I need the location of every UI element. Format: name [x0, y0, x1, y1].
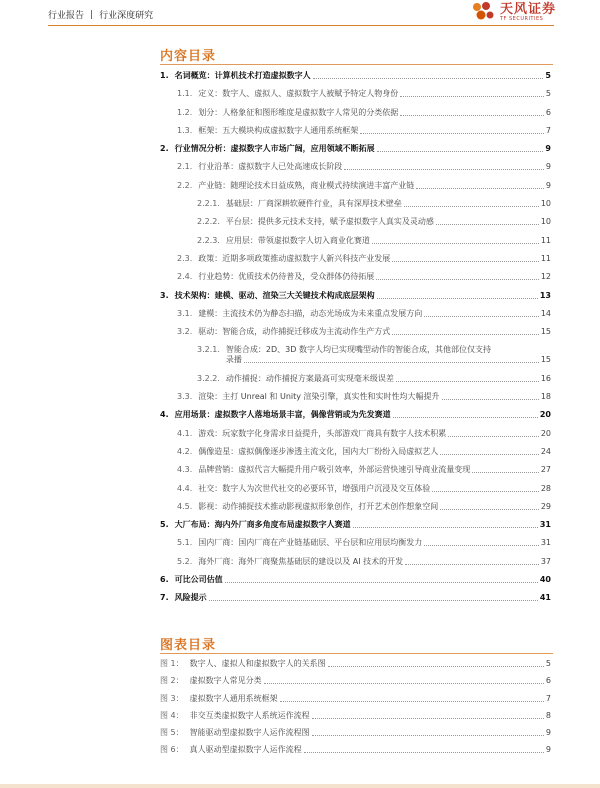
- toc-entry-text: 社交：数字人为次世代社交的必要环节，增强用户沉浸及交互体验: [198, 483, 431, 493]
- toc-entry-page: 11: [540, 253, 551, 263]
- figure-entry[interactable]: [160, 694, 551, 704]
- toc-leader-dots: [244, 362, 539, 363]
- toc-entry[interactable]: [160, 272, 551, 282]
- toc-leader-dots: [440, 509, 539, 510]
- figure-entry[interactable]: [160, 676, 551, 686]
- logo-mark-icon: [471, 1, 497, 23]
- toc-entry-number: 5.: [160, 520, 169, 530]
- toc-entry-text: 影视：动作捕捉技术推动影视虚拟形象创作，打开艺术创作想象空间: [198, 501, 439, 511]
- toc-entry-page: 9: [545, 162, 551, 172]
- toc-entry-text: 驱动：智能合成，动作捕捉迁移成为主流动作生产方式: [198, 327, 391, 337]
- toc-entry-page: 28: [540, 483, 551, 493]
- figure-list: [160, 659, 551, 763]
- toc-entry-page: 37: [540, 556, 551, 566]
- toc-entry-page: 5: [545, 71, 551, 80]
- figure-entry-page: 9: [545, 745, 551, 755]
- footer-rule: [0, 784, 600, 788]
- toc-entry[interactable]: [160, 429, 551, 439]
- toc-entry-page: 27: [540, 465, 551, 475]
- toc-entry-text: 风险提示: [174, 593, 207, 603]
- toc-leader-dots: [404, 206, 539, 207]
- toc-entry-number: 4.2.: [177, 446, 193, 456]
- toc-leader-dots: [432, 491, 539, 492]
- toc-entry-page: 13: [539, 290, 551, 300]
- toc-entry[interactable]: [160, 126, 551, 136]
- toc-entry-text-continued: 录播: [225, 355, 242, 365]
- toc-entry-text: 海外厂商：海外厂商聚焦基础层的建设以及 AI 技术的开发: [198, 556, 404, 566]
- toc-leader-dots: [209, 600, 538, 601]
- figure-leader-dots: [312, 735, 544, 736]
- toc-entry-text: 应用层：带领虚拟数字人切入商业化赛道: [225, 235, 370, 245]
- toc-entry-page: 12: [540, 272, 551, 282]
- toc-entry-page: 9: [545, 144, 551, 154]
- toc-entry-number: 3.3.: [177, 392, 193, 402]
- toc-entry-page: 11: [540, 235, 551, 245]
- toc-entry-text: 动作捕捉：动作捕捉方案最高可实现毫米级误差: [225, 373, 394, 383]
- toc-entry-page: 16: [540, 373, 551, 383]
- toc-entry-page: 7: [545, 125, 551, 135]
- toc-leader-dots: [392, 261, 539, 262]
- toc-entry-text-line2: [226, 355, 551, 365]
- figure-leader-dots: [328, 666, 544, 667]
- toc-leader-dots: [372, 243, 539, 244]
- toc-entry-page: 18: [540, 392, 551, 402]
- toc-entry[interactable]: [160, 575, 551, 585]
- toc-entry-text: 偶像造星：虚拟偶像逐步渗透主流文化，国内大厂纷纷入局虚拟艺人: [198, 446, 439, 456]
- toc-leader-dots: [442, 399, 539, 400]
- toc-entry[interactable]: [160, 291, 551, 301]
- report-category: [48, 8, 153, 21]
- toc-entry-number: 3.1.: [177, 308, 193, 318]
- toc-entry-text: 技术架构：建模、驱动、渲染三大关键技术构成底层架构: [174, 290, 375, 300]
- toc-entry-page: 15: [540, 355, 551, 365]
- figure-entry-page: 9: [545, 728, 551, 738]
- toc-entry-text: 应用场景：虚拟数字人落地场景丰富，偶像营销或为先发赛道: [174, 410, 391, 420]
- header-rule: [48, 25, 554, 26]
- toc-entry-page: 40: [539, 575, 551, 585]
- toc-entry-number: 7.: [160, 593, 169, 603]
- figure-entry-page: 6: [545, 676, 551, 686]
- figure-leader-dots: [312, 718, 544, 719]
- toc-entry-text: 行业沿革：虚拟数字人已处高速成长阶段: [198, 162, 343, 172]
- toc-entry[interactable]: [160, 217, 551, 227]
- toc-leader-dots: [448, 436, 539, 437]
- page-header: [0, 0, 600, 26]
- toc-entry-text: 渲染：主打 Unreal 和 Unity 渲染引擎，真实性和实时性均大幅提升: [198, 392, 440, 402]
- toc-leader-dots: [424, 545, 539, 546]
- toc-leader-dots: [344, 169, 544, 170]
- figure-entry-text: 虚拟数字人通用系统框架: [189, 693, 278, 703]
- figure-entry[interactable]: [160, 659, 551, 669]
- toc-leader-dots: [436, 224, 539, 225]
- toc-entry[interactable]: [160, 181, 551, 191]
- toc-entry-page: 20: [540, 428, 551, 438]
- toc-entry[interactable]: [160, 484, 551, 494]
- toc-entry-page: 31: [539, 520, 551, 530]
- toc-leader-dots: [416, 188, 544, 189]
- figure-entry-text: 数字人、虚拟人和虚拟数字人的关系图: [189, 659, 326, 668]
- figure-list-title-rule: [160, 653, 553, 654]
- toc-leader-dots: [376, 279, 539, 280]
- figure-entry-page: 7: [545, 693, 551, 703]
- toc-entry[interactable]: [160, 144, 551, 154]
- toc-entry-number: 5.1.: [177, 538, 193, 548]
- toc-entry-text: 名词概览：计算机技术打造虚拟数字人: [174, 71, 311, 80]
- figure-leader-dots: [264, 683, 544, 684]
- report-subtype: 行业深度研究: [99, 11, 154, 21]
- toc-leader-dots: [392, 334, 539, 335]
- figure-entry[interactable]: [160, 728, 551, 738]
- toc-leader-dots: [472, 472, 539, 473]
- figure-leader-dots: [280, 701, 544, 702]
- figure-entry-number: 图 4：: [160, 710, 184, 720]
- figure-entry-number: 图 6：: [160, 745, 184, 755]
- toc-entry-text: 平台层：提供多元技术支持，赋予虚拟数字人真实及灵动感: [225, 217, 434, 227]
- report-type: 行业报告: [48, 11, 85, 21]
- toc-title: 内容目录: [160, 49, 217, 64]
- figure-list-title: 图表目录: [160, 638, 217, 653]
- toc-leader-dots: [405, 564, 539, 565]
- toc-entry-number: 1.2.: [177, 107, 193, 117]
- toc-entry[interactable]: [160, 236, 551, 246]
- toc-leader-dots: [424, 316, 539, 317]
- company-logo: [471, 1, 556, 23]
- toc-entry-text: 产业链：随理论技术日益成熟，商业模式持续演进丰富产业链: [198, 180, 415, 190]
- toc-leader-dots: [360, 133, 544, 134]
- toc-leader-dots: [440, 454, 539, 455]
- toc-entry[interactable]: [160, 538, 551, 548]
- figure-leader-dots: [304, 752, 544, 753]
- toc-entry[interactable]: [160, 374, 551, 384]
- toc-entry-number: 2.2.3.: [197, 235, 220, 245]
- header-separator: |: [90, 9, 94, 20]
- toc-entry-number: 2.1.: [177, 162, 193, 172]
- toc-entry-text: 品牌营销：虚拟代言大幅提升用户吸引效率，外部运营快速引导商业流量变现: [198, 465, 471, 475]
- toc-entry-number: 4.3.: [177, 465, 193, 475]
- toc-entry[interactable]: [160, 502, 551, 512]
- toc-entry-number: 2.4.: [177, 272, 193, 282]
- figure-entry-number: 图 3：: [160, 693, 184, 703]
- toc-entry-text: 基础层：厂商深耕软硬件行业，具有深厚技术壁垒: [225, 199, 402, 209]
- toc-entry[interactable]: [160, 392, 551, 402]
- toc-entry-number: 3.2.2.: [197, 373, 220, 383]
- figure-entry-page: 5: [545, 659, 551, 668]
- toc-entry-number: 3.2.: [177, 327, 193, 337]
- toc-entry-number: 4.: [160, 410, 169, 420]
- toc-entry-number: 1.1.: [177, 89, 193, 99]
- toc-entry-text: 行业趋势：优质技术仍待普及，受众群体仍待拓展: [198, 272, 375, 282]
- toc-entry-number: 2.: [160, 144, 169, 154]
- toc-entry-page: 29: [540, 501, 551, 511]
- toc-entry-page: 6: [545, 107, 551, 117]
- toc-entry-text: 行业情况分析：虚拟数字人市场广阔，应用领域不断拓展: [174, 144, 375, 154]
- toc-entry-page: 15: [540, 327, 551, 337]
- figure-entry-number: 图 5：: [160, 728, 184, 738]
- toc-entry-text-block: [226, 345, 551, 365]
- toc-entry-page: 14: [540, 308, 551, 318]
- toc-leader-dots: [400, 115, 544, 116]
- toc-entry-number: 3.2.1.: [197, 345, 220, 355]
- toc-entry-page: 31: [540, 538, 551, 548]
- toc-entry[interactable]: [160, 254, 551, 264]
- toc-leader-dots: [400, 96, 544, 97]
- toc-entry-text: 大厂布局：海内外厂商多角度布局虚拟数字人赛道: [174, 520, 351, 530]
- toc-leader-dots: [396, 381, 539, 382]
- toc-entry[interactable]: [160, 162, 551, 172]
- figure-entry-text: 虚拟数字人常见分类: [189, 676, 262, 686]
- toc-title-rule: [160, 64, 553, 65]
- logo-name-en: TF SECURITIES: [499, 15, 544, 22]
- toc-entry[interactable]: [160, 345, 551, 365]
- figure-entry[interactable]: [160, 745, 551, 755]
- toc-entry-text: 定义：数字人、虚拟人、虚拟数字人被赋予特定人物身份: [198, 89, 399, 99]
- toc-entry[interactable]: [160, 199, 551, 209]
- toc-entry-number: 5.2.: [177, 556, 193, 566]
- toc-entry-page: 10: [540, 199, 551, 209]
- toc-entry[interactable]: [160, 410, 551, 420]
- figure-entry[interactable]: [160, 711, 551, 721]
- logo-name-cn: 天风证券: [499, 1, 556, 17]
- toc-entry[interactable]: [160, 520, 551, 530]
- toc-entry-page: 24: [540, 446, 551, 456]
- toc-entry-text: 可比公司估值: [174, 575, 223, 585]
- toc-leader-dots: [377, 298, 538, 299]
- toc-entry[interactable]: [160, 108, 551, 118]
- toc-entry-text: 游戏：玩家数字化身需求日益提升，头部游戏厂商具有数字人技术积累: [198, 428, 447, 438]
- figure-entry-number: 图 1：: [160, 659, 184, 668]
- toc-leader-dots: [377, 151, 544, 152]
- toc-entry-text: 政策：近期多项政策推动虚拟数字人新兴科技产业发展: [198, 253, 391, 263]
- toc-entry-number: 1.: [160, 71, 169, 80]
- table-of-contents: [160, 71, 551, 612]
- toc-entry-number: 4.4.: [177, 483, 193, 493]
- toc-entry-number: 2.2.2.: [197, 217, 220, 227]
- toc-entry-page: 9: [545, 180, 551, 190]
- toc-entry[interactable]: [160, 557, 551, 567]
- figure-entry-number: 图 2：: [160, 676, 184, 686]
- toc-leader-dots: [353, 527, 538, 528]
- toc-entry-number: 1.3.: [177, 125, 193, 135]
- toc-entry-text: 建模：主流技术仍为静态扫描，动态光场成为未来重点发展方向: [198, 308, 423, 318]
- figure-entry-text: 非交互类虚拟数字人系统运作流程: [189, 710, 310, 720]
- toc-entry-page: 20: [539, 410, 551, 420]
- toc-entry-number: 6.: [160, 575, 169, 585]
- toc-leader-dots: [313, 78, 544, 79]
- toc-entry[interactable]: [160, 465, 551, 475]
- figure-entry-page: 8: [545, 710, 551, 720]
- figure-entry-text: 智能驱动型虚拟数字人运作流程图: [189, 728, 310, 738]
- toc-leader-dots: [393, 417, 538, 418]
- toc-entry-number: 2.2.: [177, 180, 193, 190]
- toc-entry[interactable]: [160, 593, 551, 603]
- toc-entry-page: 41: [539, 593, 551, 603]
- toc-entry[interactable]: [160, 71, 551, 81]
- toc-entry[interactable]: [160, 327, 551, 337]
- toc-entry-number: 4.5.: [177, 501, 193, 511]
- toc-entry-page: 10: [540, 217, 551, 227]
- toc-entry-page: 5: [545, 89, 551, 99]
- toc-entry-text: 划分：人格象征和图形维度是虚拟数字人常见的分类依据: [198, 107, 399, 117]
- toc-entry-text: 智能合成：2D、3D 数字人均已实现嘴型动作的智能合成，其他部位仅支持: [225, 345, 491, 355]
- toc-entry-number: 2.2.1.: [197, 199, 220, 209]
- toc-entry-text: 国内厂商：国内厂商在产业链基础层、平台层和应用层均衡发力: [198, 538, 423, 548]
- toc-leader-dots: [225, 582, 538, 583]
- toc-entry[interactable]: [160, 309, 551, 319]
- toc-entry-number: 2.3.: [177, 253, 193, 263]
- toc-entry-number: 3.: [160, 290, 169, 300]
- toc-entry-number: 4.1.: [177, 428, 193, 438]
- figure-entry-text: 真人驱动型虚拟数字人运作流程: [189, 745, 302, 755]
- toc-entry[interactable]: [160, 447, 551, 457]
- toc-entry-text: 框架：五大模块构成虚拟数字人通用系统框架: [198, 125, 359, 135]
- toc-entry[interactable]: [160, 89, 551, 99]
